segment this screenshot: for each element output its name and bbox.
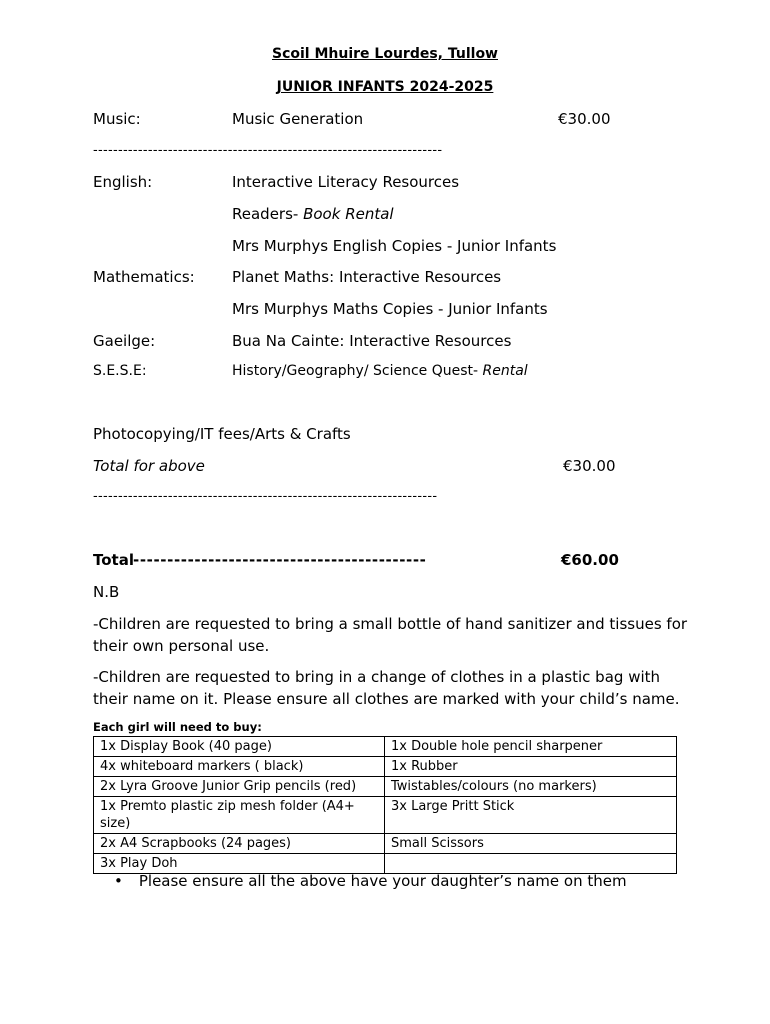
supplies-cell: 1x Premto plastic zip mesh folder (A4+ size) xyxy=(94,797,385,834)
supplies-row xyxy=(94,797,677,834)
supplies-cell: 2x Lyra Groove Junior Grip pencils (red) xyxy=(94,777,385,797)
gaeilge-item: Bua Na Cainte: Interactive Resources xyxy=(232,332,512,350)
supplies-row xyxy=(94,757,677,777)
supplies-cell: 1x Rubber xyxy=(385,757,677,777)
supplies-table-body xyxy=(94,737,677,874)
music-price: €30.00 xyxy=(558,110,611,128)
grand-total-label: Total xyxy=(93,551,134,569)
music-label: Music: xyxy=(93,110,141,128)
grand-total-price: €60.00 xyxy=(561,551,619,569)
book-rental-text: Book Rental xyxy=(303,205,394,223)
footer-bullet-text: Please ensure all the above have your daughter’s name on them xyxy=(138,872,627,890)
divider-1: ---------------------------------------------------------------------- xyxy=(93,143,443,158)
supplies-table xyxy=(93,736,677,874)
class-year-title: JUNIOR INFANTS 2024-2025 xyxy=(276,79,494,95)
nb-heading: N.B xyxy=(93,583,120,601)
english-item-1: Interactive Literacy Resources xyxy=(232,173,460,191)
supplies-cell: 1x Double hole pencil sharpener xyxy=(385,737,677,757)
gaeilge-label: Gaeilge: xyxy=(93,332,156,350)
total-above-label: Total for above xyxy=(93,457,205,475)
note-1-line-1: -Children are requested to bring a small bottle of hand sanitizer and tissues for xyxy=(93,615,688,633)
english-label: English: xyxy=(93,173,153,191)
supplies-row xyxy=(94,854,677,874)
photocopying-line: Photocopying/IT fees/Arts & Crafts xyxy=(93,425,351,443)
divider-2: --------------------------------------------------------------------- xyxy=(93,489,438,504)
music-item: Music Generation xyxy=(232,110,364,128)
supplies-row xyxy=(94,777,677,797)
supplies-cell: 3x Large Pritt Stick xyxy=(385,797,677,834)
supplies-cell: 1x Display Book (40 page) xyxy=(94,737,385,757)
sese-rental-text: Rental xyxy=(482,363,528,379)
note-2-line-2: their name on it. Please ensure all clothes are marked with your child’s name. xyxy=(93,690,680,708)
english-item-2 xyxy=(232,205,394,223)
maths-item-1: Planet Maths: Interactive Resources xyxy=(232,268,502,286)
sese-label: S.E.S.E: xyxy=(93,363,147,379)
supplies-cell xyxy=(385,854,677,874)
grand-total-dashes: ------------------------------------------- xyxy=(133,551,427,569)
supplies-row xyxy=(94,737,677,757)
note-2-line-1: -Children are requested to bring in a change of clothes in a plastic bag with xyxy=(93,668,661,686)
maths-label: Mathematics: xyxy=(93,268,195,286)
sese-item xyxy=(232,363,528,380)
bullet-dot-icon: • xyxy=(114,872,123,890)
supplies-row xyxy=(94,834,677,854)
maths-item-2: Mrs Murphys Maths Copies - Junior Infants xyxy=(232,300,548,318)
english-item-3: Mrs Murphys English Copies - Junior Infants xyxy=(232,237,557,255)
supplies-cell: 3x Play Doh xyxy=(94,854,385,874)
supplies-cell: Twistables/colours (no markers) xyxy=(385,777,677,797)
total-above-price: €30.00 xyxy=(563,457,616,475)
school-title: Scoil Mhuire Lourdes, Tullow xyxy=(272,46,498,62)
note-1-line-2: their own personal use. xyxy=(93,637,270,655)
footer-bullet xyxy=(114,872,627,890)
supplies-heading: Each girl will need to buy: xyxy=(93,720,262,734)
supplies-cell: 4x whiteboard markers ( black) xyxy=(94,757,385,777)
supplies-cell: 2x A4 Scrapbooks (24 pages) xyxy=(94,834,385,854)
supplies-cell: Small Scissors xyxy=(385,834,677,854)
sese-item-text: History/Geography/ Science Quest- xyxy=(232,363,483,379)
readers-text: Readers- xyxy=(232,205,304,223)
